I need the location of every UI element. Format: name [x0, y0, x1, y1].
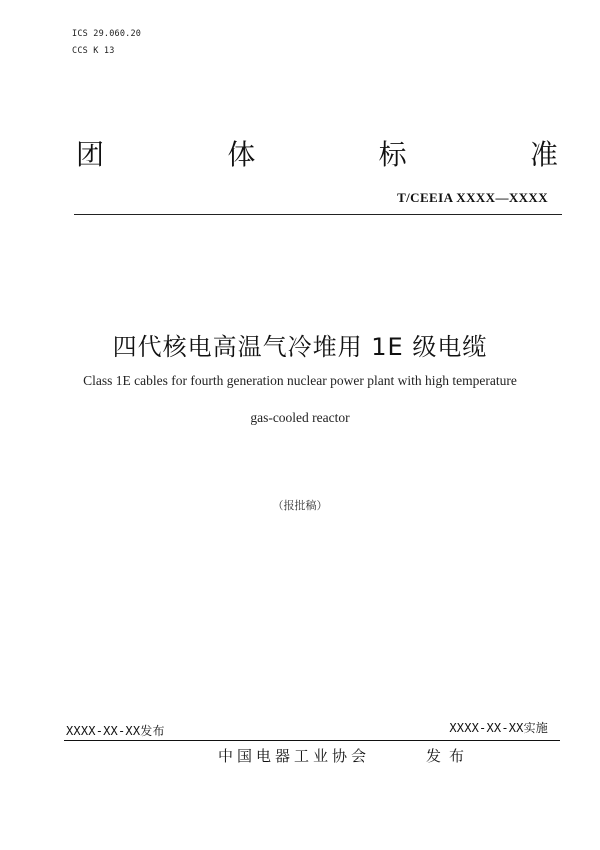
ccs-code: CCS K 13 — [72, 46, 115, 56]
implement-date: XXXX-XX-XX实施 — [449, 721, 548, 735]
standard-type-heading — [76, 138, 558, 172]
header-divider — [74, 214, 562, 215]
publisher-line — [218, 745, 472, 766]
ics-code: ICS 29.060.20 — [72, 29, 142, 39]
publish-date: XXXX-XX-XX发布 — [66, 724, 165, 738]
publish-label: 发布 — [426, 747, 473, 765]
standard-type-char: 标 — [378, 138, 407, 171]
footer-divider — [64, 740, 560, 741]
publisher-name: 中国电器工业协会 — [218, 747, 371, 765]
document-title-english-line2: gas-cooled reactor — [250, 410, 350, 425]
standard-number: T/CEEIA XXXX—XXXX — [397, 190, 548, 205]
standard-type-char: 体 — [227, 138, 256, 171]
standard-type-char: 准 — [529, 138, 558, 171]
document-title-english-line1: Class 1E cables for fourth generation nuclear power plant with high temperature — [83, 373, 517, 388]
draft-status: （报批稿） — [272, 499, 328, 512]
standard-type-char: 团 — [76, 138, 105, 171]
document-title-chinese: 四代核电高温气冷堆用 1E 级电缆 — [112, 333, 488, 361]
